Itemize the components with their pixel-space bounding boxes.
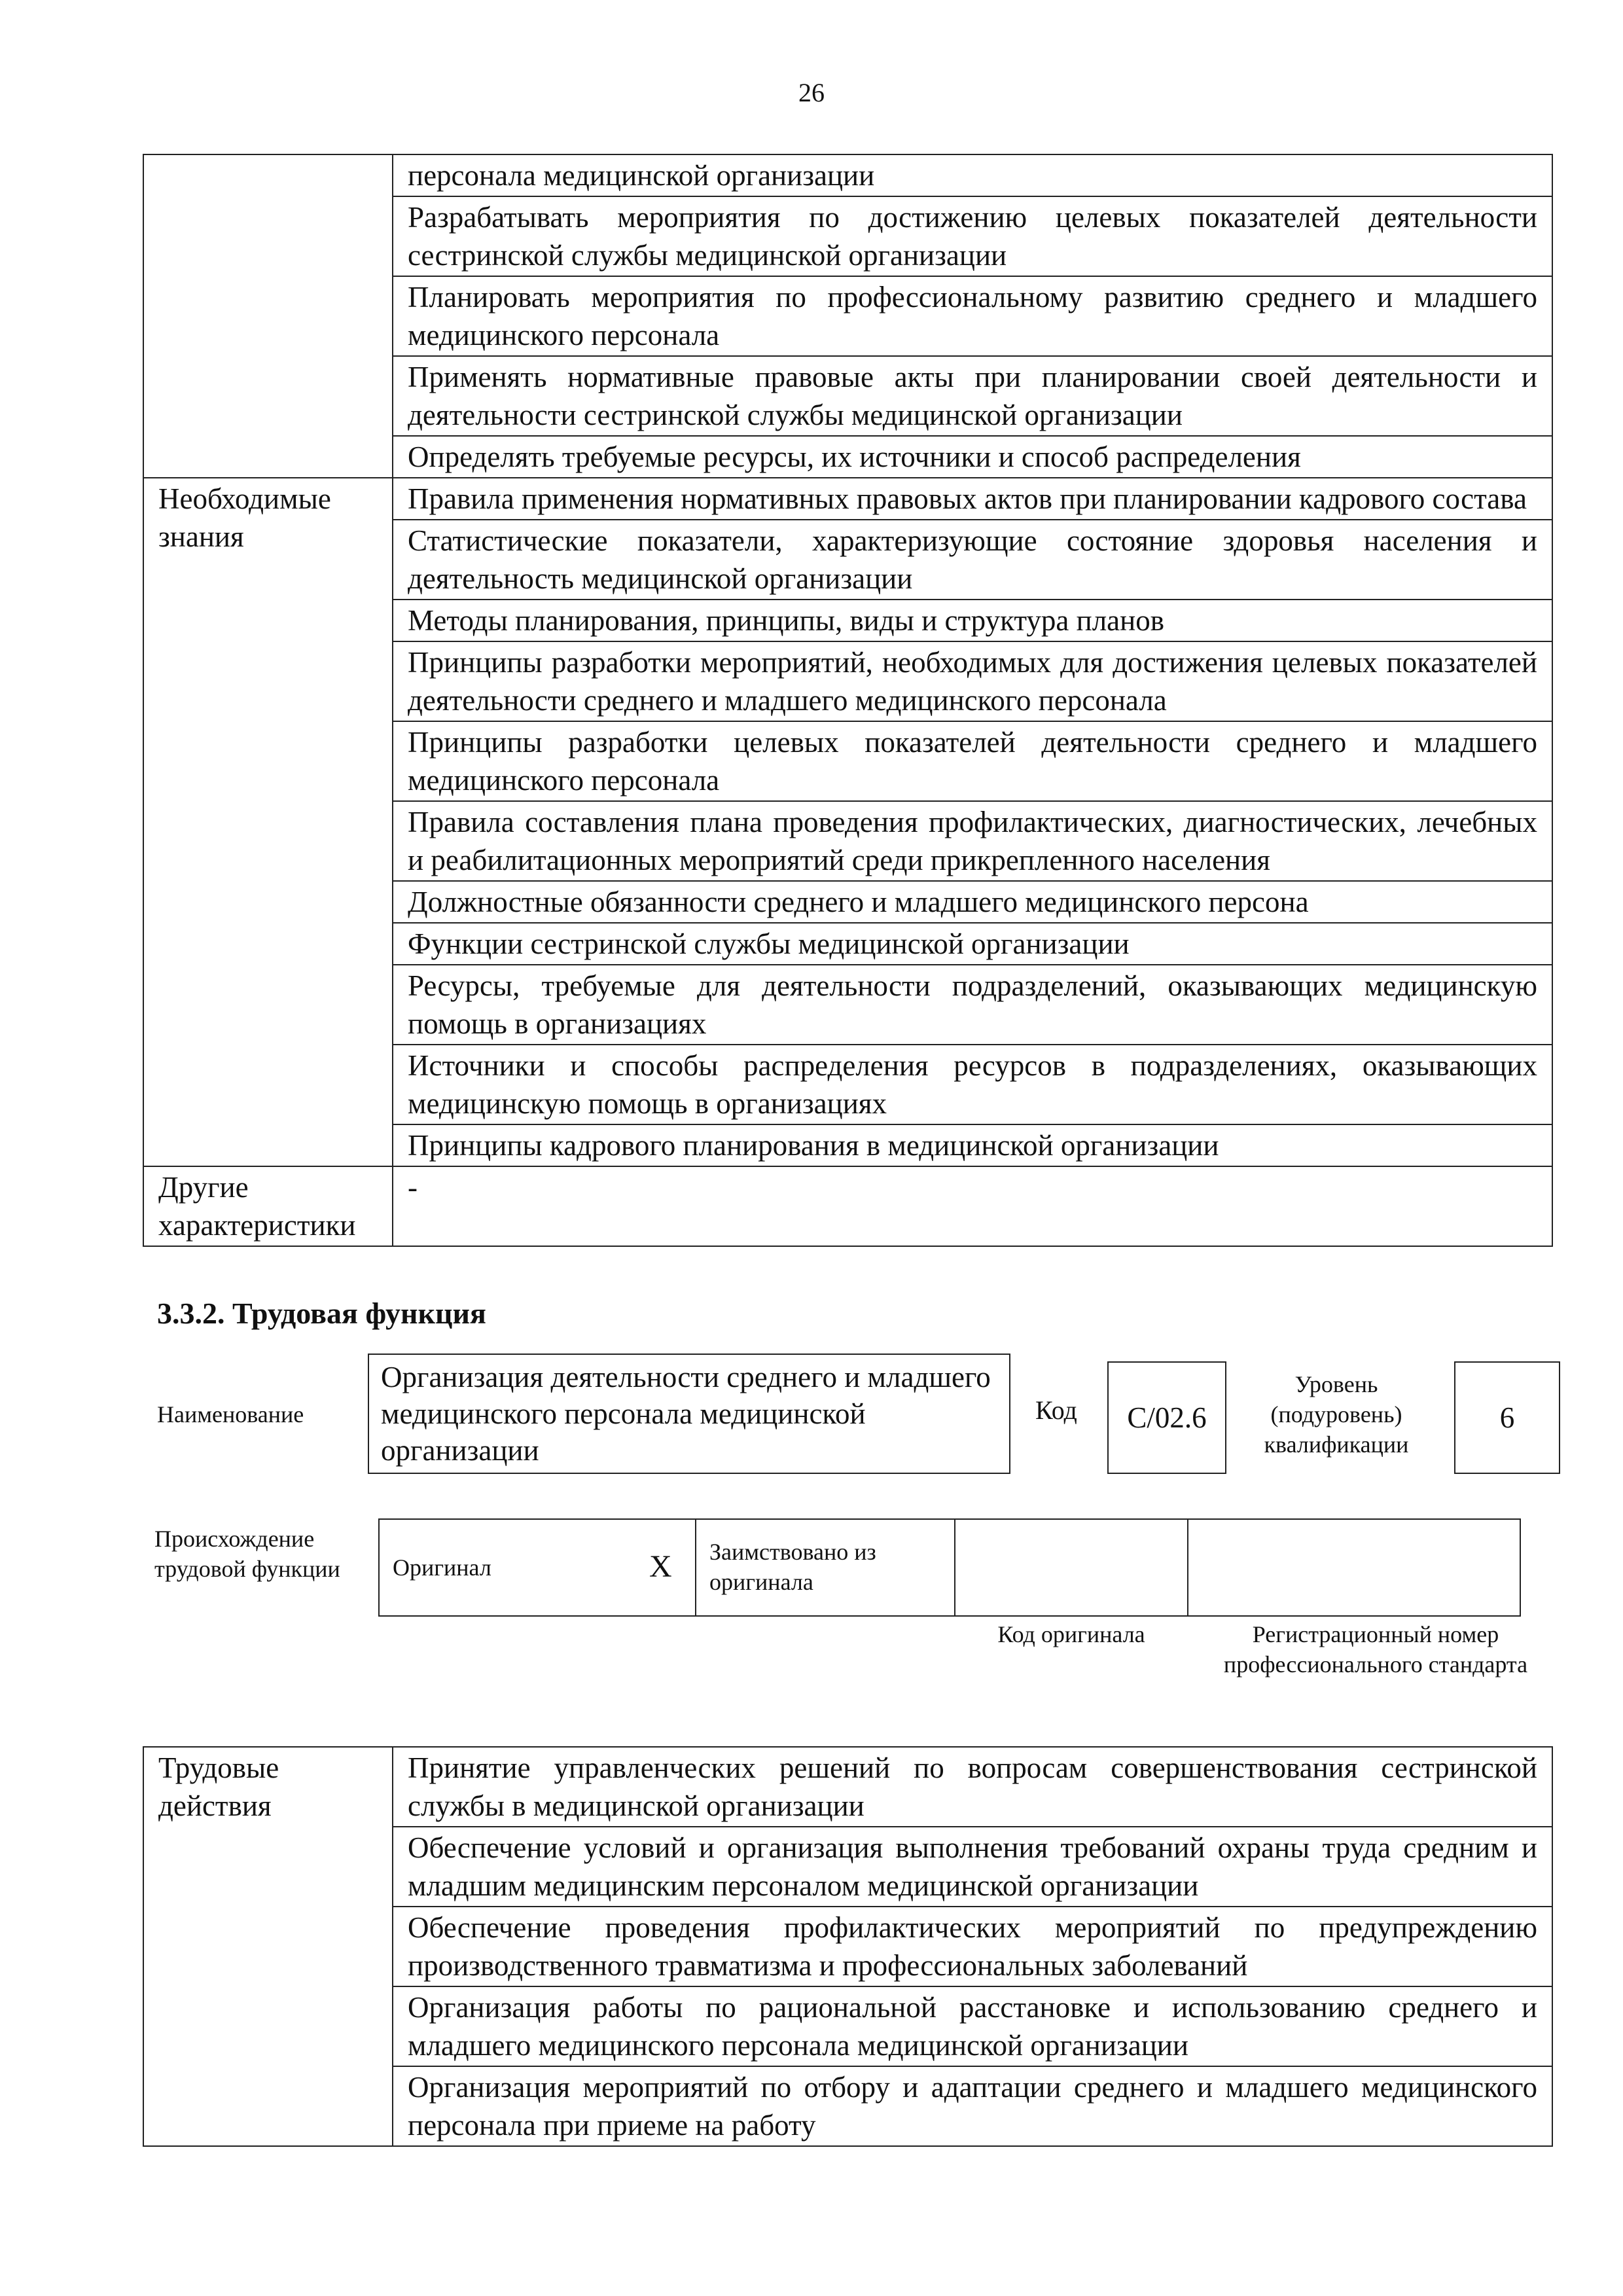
table-cell: Разрабатывать мероприятия по достижению целевых показателей деятельности сестринской службы медицинской организации: [393, 196, 1552, 276]
page-number: 26: [798, 78, 825, 107]
knowledge-label: Необходимые знания: [143, 478, 393, 1166]
table-cell: Принципы кадрового планирования в медицинской организации: [393, 1124, 1552, 1166]
original-cell: [380, 1520, 696, 1615]
name-label: Наименование: [157, 1401, 304, 1427]
origin-label: Происхождение трудовой функции: [154, 1526, 340, 1582]
original-mark: X: [649, 1549, 672, 1584]
table-cell: Ресурсы, требуемые для деятельности подразделений, оказывающих медицинскую помощь в организациях: [393, 965, 1552, 1045]
empty-label-cell: [143, 154, 393, 478]
table-cell: Принципы разработки целевых показателей деятельности среднего и младшего медицинского персонала: [393, 721, 1552, 801]
reg-number-caption: Регистрационный номер профессионального стандарта: [1223, 1621, 1528, 1677]
table-cell: Организация мероприятий по отбору и адаптации среднего и младшего медицинского персонала при приеме на работу: [393, 2066, 1552, 2146]
code-original-cell: [955, 1520, 1188, 1615]
table-cell: Принципы разработки мероприятий, необходимых для достижения целевых показателей деятельности среднего и младшего медицинского персонала: [393, 641, 1552, 721]
original-label: Оригинал: [393, 1554, 491, 1581]
table-cell: Планировать мероприятия по профессиональному развитию среднего и младшего медицинского персонала: [393, 276, 1552, 356]
table-row: [143, 478, 1552, 520]
table-cell: Обеспечение проведения профилактических мероприятий по предупреждению производственного травматизма и профессиональных заболеваний: [393, 1907, 1552, 1986]
code-label: Код: [1035, 1395, 1077, 1425]
level-value-box: 6: [1454, 1361, 1560, 1474]
table-cell: Правила составления плана проведения профилактических, диагностических, лечебных и реабилитационных мероприятий среди прикрепленного населения: [393, 801, 1552, 881]
table-row: [143, 1747, 1552, 1827]
table-cell: Применять нормативные правовые акты при планировании своей деятельности и деятельности сестринской службы медицинской организации: [393, 356, 1552, 436]
table-cell: персонала медицинской организации: [393, 154, 1552, 196]
table-cell: Обеспечение условий и организация выполнения требований охраны труда средним и младшим медицинским персоналом медицинской организации: [393, 1827, 1552, 1907]
function-name-box: Организация деятельности среднего и младшего медицинского персонала медицинской организации: [368, 1354, 1010, 1474]
table-cell: Правила применения нормативных правовых актов при планировании кадрового состава: [393, 478, 1552, 520]
actions-label: Трудовые действия: [143, 1747, 393, 2146]
knowledge-table: [143, 154, 1553, 1247]
section-heading: 3.3.2. Трудовая функция: [157, 1297, 486, 1330]
reg-number-cell: [1188, 1520, 1520, 1615]
code-value-box: C/02.6: [1107, 1361, 1226, 1474]
table-cell: Источники и способы распределения ресурсов в подразделениях, оказывающих медицинскую помощь в организациях: [393, 1045, 1552, 1124]
actions-table: [143, 1746, 1553, 2147]
table-cell: Принятие управленческих решений по вопросам совершенствования сестринской службы в медицинской организации: [393, 1747, 1552, 1827]
level-label: Уровень (подуровень) квалификации: [1264, 1371, 1409, 1458]
table-cell: Организация работы по рациональной расстановке и использованию среднего и младшего медицинского персонала медицинской организации: [393, 1986, 1552, 2066]
other-label: Другие характеристики: [143, 1166, 393, 1246]
table-cell: -: [393, 1166, 1552, 1246]
table-cell: Определять требуемые ресурсы, их источники и способ распределения: [393, 436, 1552, 478]
origin-row: [378, 1518, 1521, 1617]
borrowed-label: Заимствовано из оригинала: [696, 1520, 955, 1615]
code-original-caption: Код оригинала: [997, 1621, 1145, 1647]
table-cell: Методы планирования, принципы, виды и структура планов: [393, 600, 1552, 641]
table-cell: Функции сестринской службы медицинской организации: [393, 923, 1552, 965]
table-cell: Статистические показатели, характеризующие состояние здоровья населения и деятельность медицинской организации: [393, 520, 1552, 600]
table-row: [143, 154, 1552, 196]
table-cell: Должностные обязанности среднего и младшего медицинского персона: [393, 881, 1552, 923]
table-row: [143, 1166, 1552, 1246]
